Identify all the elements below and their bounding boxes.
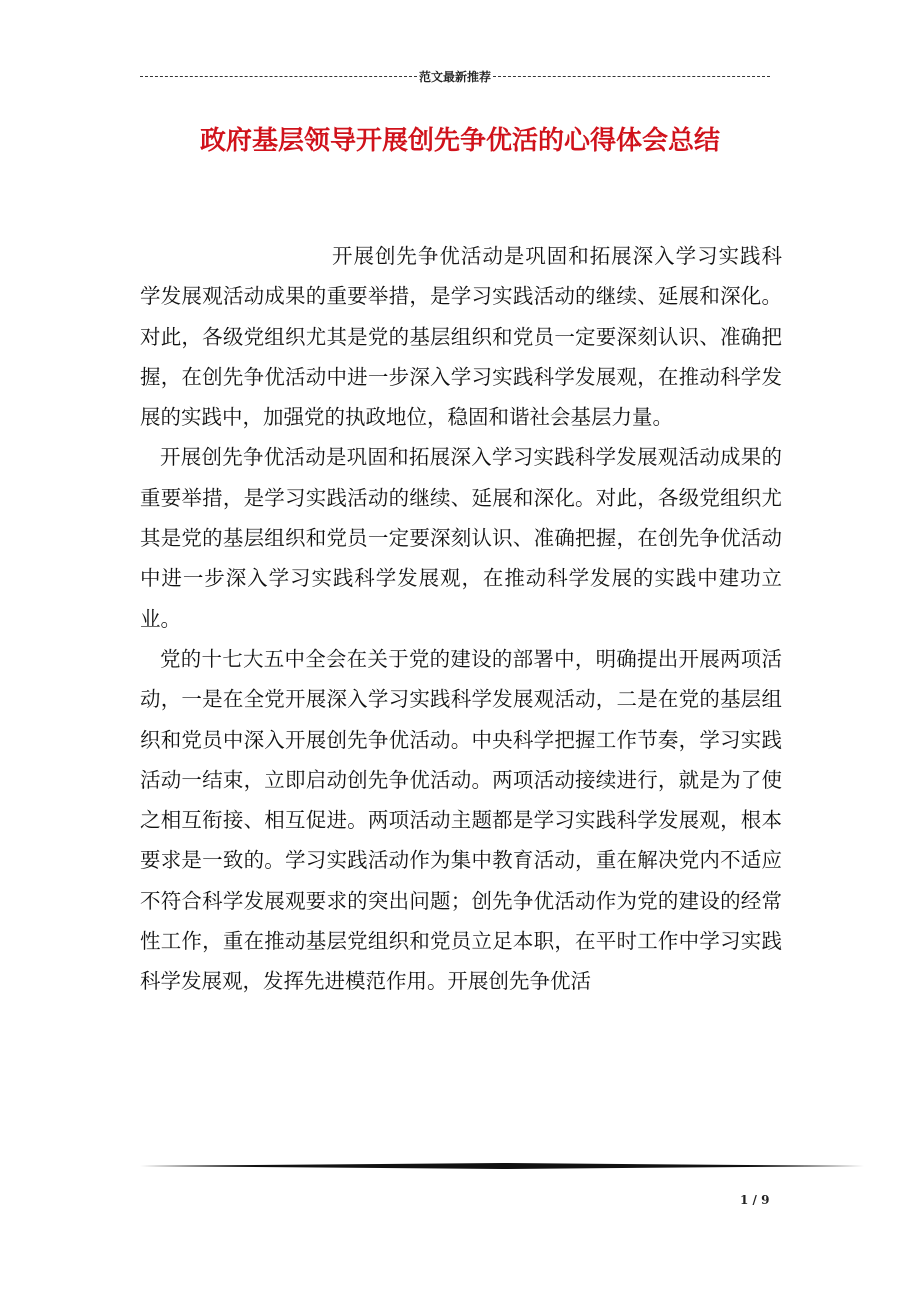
header-dash-left	[140, 76, 417, 77]
page-number: 1 / 9	[740, 1193, 770, 1207]
footer-rule	[140, 1163, 864, 1169]
paragraph-3: 党的十七大五中全会在关于党的建设的部署中，明确提出开展两项活动，一是在全党开展深入学习实践科学发展观活动，二是在党的基层组织和党员中深入开展创先争优活动。中央科学把握工作节奏，学习实践活动一结束，立即启动创先争优活动。两项活动接续进行，就是为了使之相互衔接、相互促进。两项活动主题都是学习实践科学发展观，根本要求是一致的。学习实践活动作为集中教育活动，重在解决党内不适应不符合科学发展观要求的突出问题；创先争优活动作为党的建设的经常性工作，重在推动基层党组织和党员立足本职，在平时工作中学习实践科学发展观，发挥先进模范作用。开展创先争优活	[140, 646, 782, 994]
page-header	[140, 66, 770, 86]
paragraph-1: 开展创先争优活动是巩固和拓展深入学习实践科学发展观活动成果的重要举措，是学习实践活动的继续、延展和深化。对此，各级党组织尤其是党的基层组织和党员一定要深刻认识、准确把握，在创先争优活动中进一步深入学习实践科学发展观，在推动科学发展的实践中，加强党的执政地位，稳固和谐社会基层力量。	[140, 244, 782, 430]
document-title: 政府基层领导开展创先争优活的心得体会总结	[199, 126, 720, 156]
header-dash-right	[493, 76, 770, 77]
document-body	[140, 236, 782, 1002]
header-label: 范文最新推荐	[419, 69, 492, 84]
footer-rule-shape	[140, 1163, 864, 1169]
paragraph-2: 开展创先争优活动是巩固和拓展深入学习实践科学发展观活动成果的重要举措，是学习实践活动的继续、延展和深化。对此，各级党组织尤其是党的基层组织和党员一定要深刻认识、准确把握，在创先争优活动中进一步深入学习实践科学发展观，在推动科学发展的实践中建功立业。	[140, 445, 782, 631]
